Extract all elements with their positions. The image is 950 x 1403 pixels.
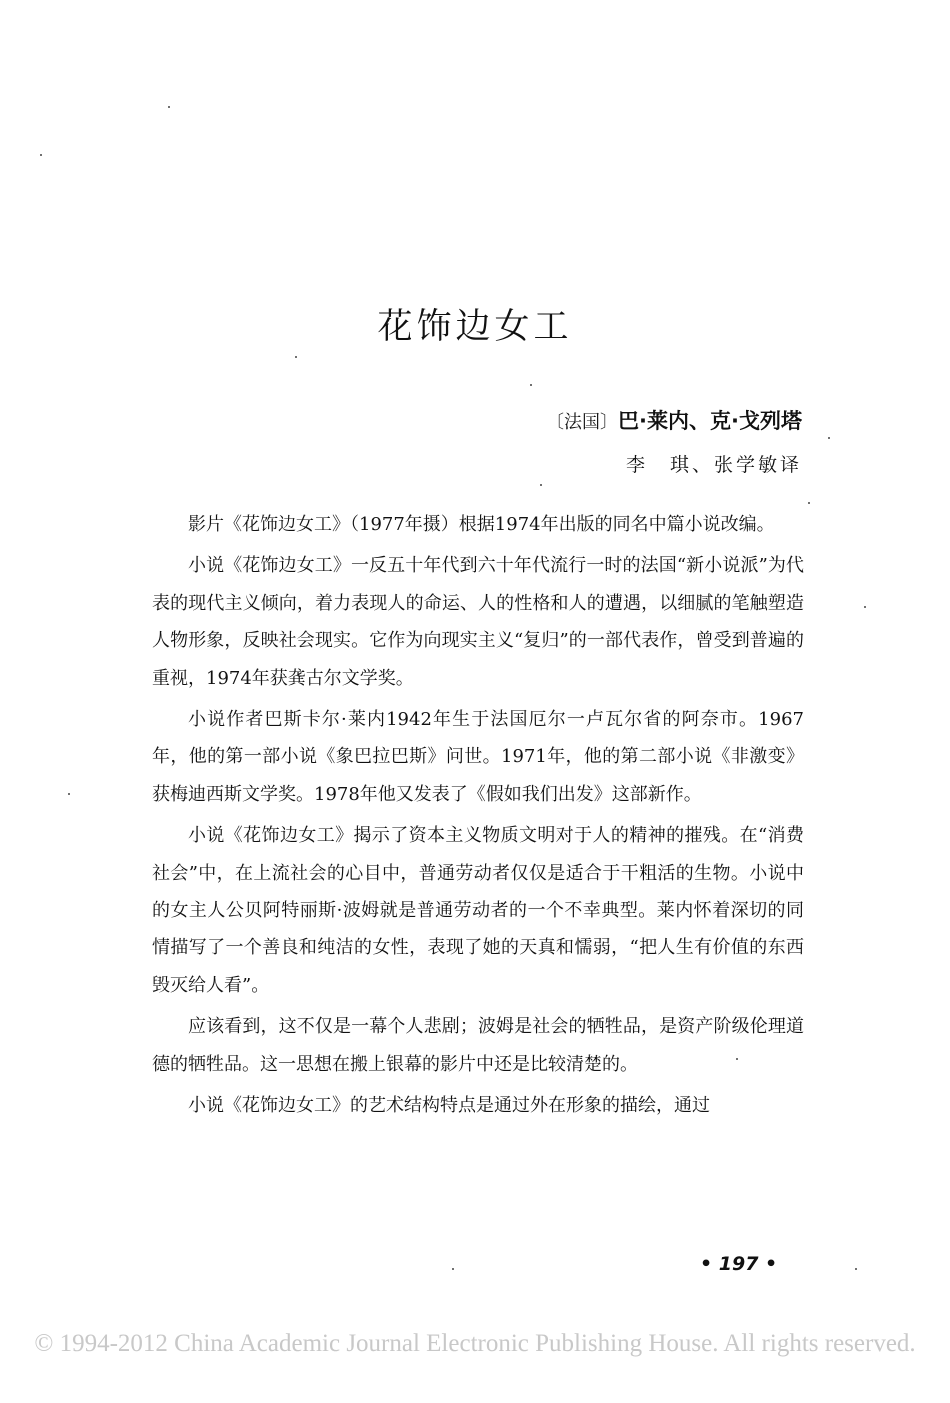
- paragraph: 影片《花饰边女工》（1977年摄）根据1974年出版的同名中篇小说改编。: [188, 514, 775, 535]
- translator-line: 李 琪、张学敏译: [625, 454, 802, 476]
- scan-speck: [540, 484, 542, 486]
- scan-speck: [40, 154, 42, 156]
- scan-speck: [808, 502, 810, 504]
- page-number: • 197 •: [700, 1253, 778, 1275]
- paragraph: 小说作者巴斯卡尔·莱内1942年生于法国厄尔一卢瓦尔省的阿奈市。1967年，他的第一部小说《象巴拉巴斯》问世。1971年，他的第二部小说《非激变》获梅迪西斯文学奖。1978年他又发表了《假如我们出发》这部新作。: [152, 709, 804, 805]
- scan-speck: [295, 356, 297, 358]
- paragraph: 小说《花饰边女工》一反五十年代到六十年代流行一时的法国“新小说派”为代表的现代主义倾向，着力表现人的命运、人的性格和人的遭遇，以细腻的笔触塑造人物形象，反映社会现实。它作为向现实主义“复归”的一部代表作，曾受到普遍的重视，1974年获龚古尔文学奖。: [152, 555, 804, 689]
- scan-speck: [736, 1058, 738, 1060]
- author-names: 巴·莱内、克·戈列塔: [618, 409, 802, 433]
- copyright-watermark: © 1994-2012 China Academic Journal Electronic Publishing House. All rights reserved.: [34, 1330, 916, 1357]
- author-origin: 〔法国〕: [546, 412, 619, 433]
- article-body: [152, 506, 804, 1129]
- paragraph: 小说《花饰边女工》揭示了资本主义物质文明对于人的精神的摧残。在“消费社会”中，在上流社会的心目中，普通劳动者仅仅是适合于干粗活的生物。小说中的女主人公贝阿特丽斯·波姆就是普通劳动者的一个不幸典型。莱内怀着深切的同情描写了一个善良和纯洁的女性，表现了她的天真和懦弱，“把人生有价值的东西毁灭给人看”。: [152, 825, 804, 996]
- author-line: [546, 405, 802, 435]
- paragraph: 小说《花饰边女工》的艺术结构特点是通过外在形象的描绘，通过: [188, 1095, 710, 1117]
- scan-speck: [68, 793, 70, 795]
- scan-speck: [168, 106, 170, 108]
- scan-speck: [530, 384, 532, 386]
- scan-speck: [855, 1268, 857, 1270]
- scan-speck: [864, 606, 866, 608]
- scan-speck: [452, 1268, 454, 1270]
- paragraph: 应该看到，这不仅是一幕个人悲剧；波姆是社会的牺牲品，是资产阶级伦理道德的牺牲品。这一思想在搬上银幕的影片中还是比较清楚的。: [152, 1016, 804, 1075]
- article-title: 花饰边女工: [377, 307, 573, 348]
- scan-speck: [828, 437, 830, 439]
